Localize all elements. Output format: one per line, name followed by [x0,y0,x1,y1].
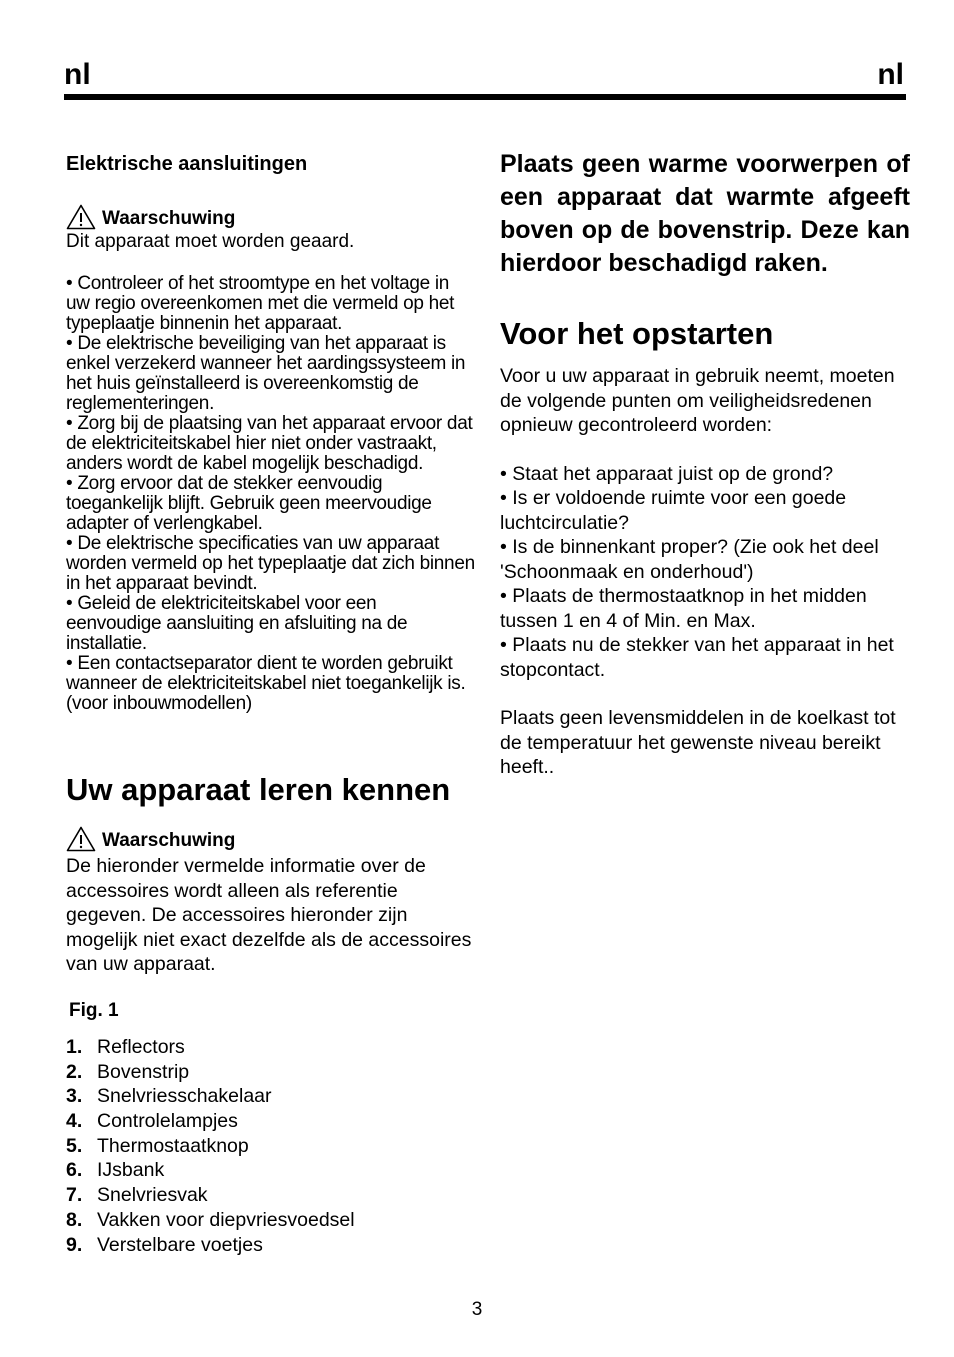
part-name: Controlelampjes [97,1110,238,1133]
warning-label: Waarschuwing [102,208,236,229]
warning-heading-2 [66,824,476,852]
part-name: Bovenstrip [97,1060,190,1083]
list-item: • Zorg bij de plaatsing van het apparaat ervoor dat de elektriciteitskabel hier niet onder vastraakt, anders wordt de kabel mogelijk beschadigd. [66,413,473,474]
parts-list [66,1035,476,1257]
figure-label: Fig. 1 [69,999,119,1021]
bold-warning-paragraph: Plaats geen warme voorwerpen of een apparaat dat warmte afgeeft boven op de bovenstrip. Deze kan hierdoor beschadigd raken. [500,150,910,277]
page-number: 3 [471,1299,483,1320]
list-item: • Staat het apparaat juist op de grond? [500,462,834,485]
left-column [66,148,476,1257]
warning-label: Waarschuwing [102,830,236,851]
part-name: Vakken voor diepvriesvoedsel [97,1208,355,1231]
list-item: • Plaats de thermostaatknop in het midden tussen 1 en 4 of Min. en Max. [500,585,867,632]
list-item: • Plaats nu de stekker van het apparaat in het stopcontact. [500,634,894,681]
list-item: • Is er voldoende ruimte voor een goede luchtcirculatie? [500,487,847,534]
header-rule [64,94,906,100]
list-item: • De elektrische beveiliging van het apparaat is enkel verzekerd wanneer het aardingssysteem in het huis geïnstalleerd is overeenkomstig de reglementeringen. [66,333,466,414]
part-number: 9. [66,1233,83,1256]
part-item [66,1183,476,1208]
list-item: • Zorg ervoor dat de stekker eenvoudig toegankelijk blijft. Gebruik geen meervoudige adapter of verlengkabel. [66,473,432,534]
part-item [66,1208,476,1233]
part-number: 4. [66,1110,83,1133]
warning-text: Dit apparaat moet worden geaard. [66,231,355,252]
warning-triangle-icon [66,204,96,230]
part-name: IJsbank [97,1159,165,1182]
part-item [66,1158,476,1183]
list-item: • Controleer of het stroomtype en het voltage in uw regio overeenkomen met die vermeld op het typeplaatje binnenin het apparaat. [66,273,455,334]
part-number: 7. [66,1184,83,1207]
right-column [500,148,910,800]
part-item [66,1060,476,1085]
part-name: Verstelbare voetjes [97,1233,263,1256]
part-name: Reflectors [97,1035,185,1058]
closing-paragraph: Plaats geen levensmiddelen in de koelkast tot de temperatuur het gewenste niveau bereikt heeft.. [500,707,896,779]
part-number: 6. [66,1159,83,1182]
section-title-before-startup: Voor het opstarten [500,316,774,351]
list-item: • Is de binnenkant proper? (Zie ook het deel 'Schoonmaak en onderhoud') [500,536,879,583]
part-number: 1. [66,1035,83,1058]
part-name: Snelvriesvak [97,1184,208,1207]
list-item: • De elektrische specificaties van uw apparaat worden vermeld op het typeplaatje dat zich binnen in het apparaat bevindt. [66,533,475,594]
part-number: 2. [66,1060,83,1083]
list-item: • Een contactseparator dient te worden gebruikt wanneer de elektriciteitskabel niet toegankelijk is. (voor inbouwmodellen) [66,653,466,714]
section-title-get-to-know: Uw apparaat leren kennen [66,772,451,807]
part-number: 5. [66,1134,83,1157]
part-item [66,1233,476,1258]
startup-intro: Voor u uw apparaat in gebruik neemt, moeten de volgende punten om veiligheidsredenen opnieuw gecontroleerd worden: [500,365,895,437]
part-item [66,1134,476,1159]
part-item [66,1109,476,1134]
startup-checklist [500,462,910,683]
part-number: 3. [66,1085,83,1108]
part-name: Snelvriesschakelaar [97,1085,272,1108]
list-item: • Geleid de elektriciteitskabel voor een eenvoudige aansluiting en afsluiting na de installatie. [66,593,408,654]
part-item [66,1084,476,1109]
accessories-notice: De hieronder vermelde informatie over de accessoires wordt alleen als referentie gegeven. De accessoires hieronder zijn mogelijk niet exact dezelfde als de accessoires van uw apparaat. [66,855,472,976]
part-name: Thermostaatknop [97,1134,249,1157]
warning-heading [66,202,476,230]
part-number: 8. [66,1208,83,1231]
part-item [66,1035,476,1060]
electrical-bullet-list [66,274,476,714]
section-title-electrical: Elektrische aansluitingen [66,153,308,175]
language-code-left: nl [64,58,91,91]
warning-triangle-icon [66,826,96,852]
language-code-right: nl [877,58,904,91]
